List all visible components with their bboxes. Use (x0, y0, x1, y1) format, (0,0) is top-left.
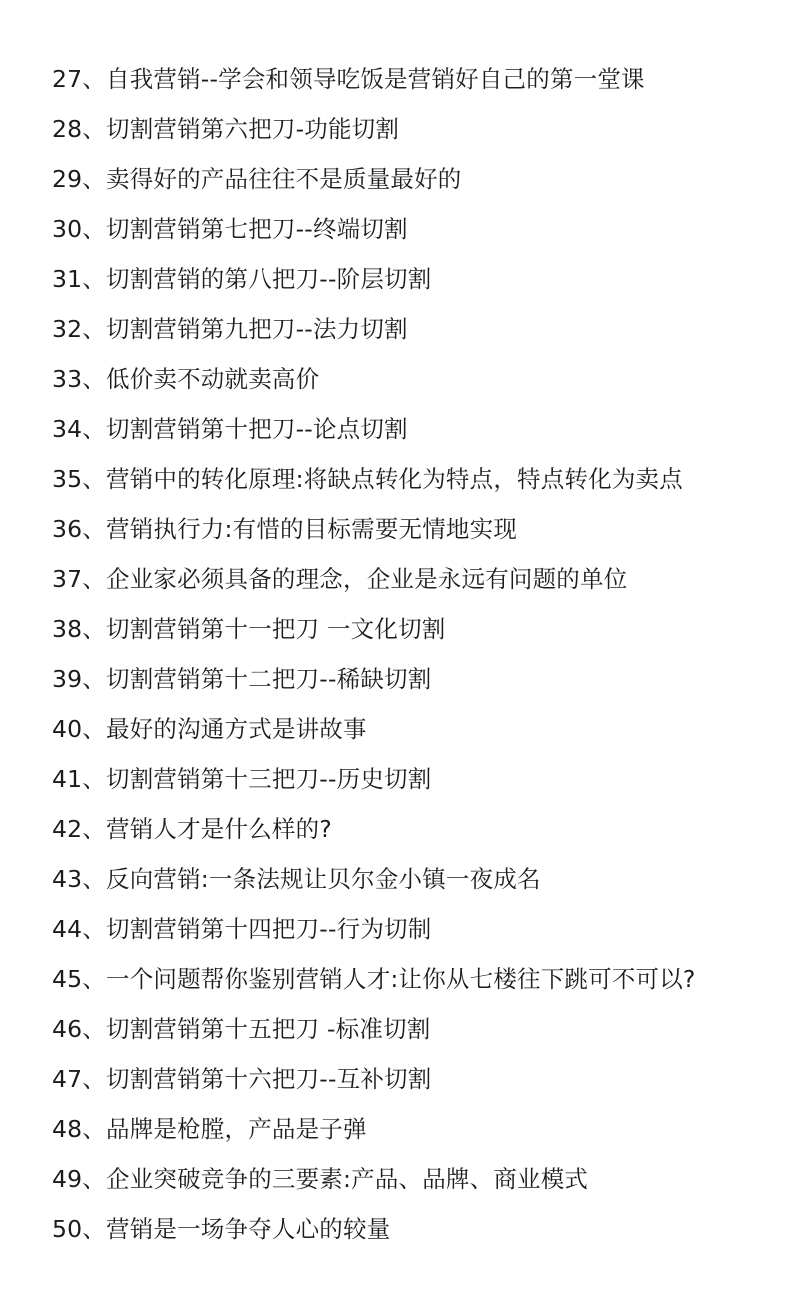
list-item: 35、营销中的转化原理:将缺点转化为特点，特点转化为卖点 (52, 465, 683, 493)
list-item: 38、切割营销第十一把刀 一文化切割 (52, 615, 446, 643)
list-item: 28、切割营销第六把刀-功能切割 (52, 115, 400, 143)
list-item: 30、切割营销第七把刀--终端切割 (52, 215, 408, 243)
list-item: 45、一个问题帮你鉴别营销人才:让你从七楼往下跳可不可以? (52, 965, 696, 993)
article-list (52, 54, 792, 1254)
list-item: 34、切割营销第十把刀--论点切割 (52, 415, 408, 443)
list-item: 39、切割营销第十二把刀--稀缺切割 (52, 665, 432, 693)
list-item: 47、切割营销第十六把刀--互补切割 (52, 1065, 432, 1093)
list-item: 44、切割营销第十四把刀--行为切制 (52, 915, 432, 943)
list-item: 36、营销执行力:有惜的目标需要无情地实现 (52, 515, 518, 543)
list-item: 49、企业突破竞争的三要素:产品、品牌、商业模式 (52, 1165, 589, 1193)
list-item: 37、企业家必须具备的理念，企业是永远有问题的单位 (52, 565, 628, 593)
list-item: 29、卖得好的产品往往不是质量最好的 (52, 165, 462, 193)
list-item: 42、营销人才是什么样的? (52, 815, 332, 843)
list-item: 41、切割营销第十三把刀--历史切割 (52, 765, 432, 793)
list-item: 40、最好的沟通方式是讲故事 (52, 715, 367, 743)
list-item: 46、切割营销第十五把刀 -标准切割 (52, 1015, 431, 1043)
list-item: 31、切割营销的第八把刀--阶层切割 (52, 265, 432, 293)
list-item: 27、自我营销--学会和领导吃饭是营销好自己的第一堂课 (52, 65, 645, 93)
list-item: 50、营销是一场争夺人心的较量 (52, 1215, 391, 1243)
list-item: 33、低价卖不动就卖高价 (52, 365, 320, 393)
list-item: 48、品牌是枪膛，产品是子弹 (52, 1115, 367, 1143)
list-item: 32、切割营销第九把刀--法力切割 (52, 315, 408, 343)
list-item: 43、反向营销:一条法规让贝尔金小镇一夜成名 (52, 865, 541, 893)
